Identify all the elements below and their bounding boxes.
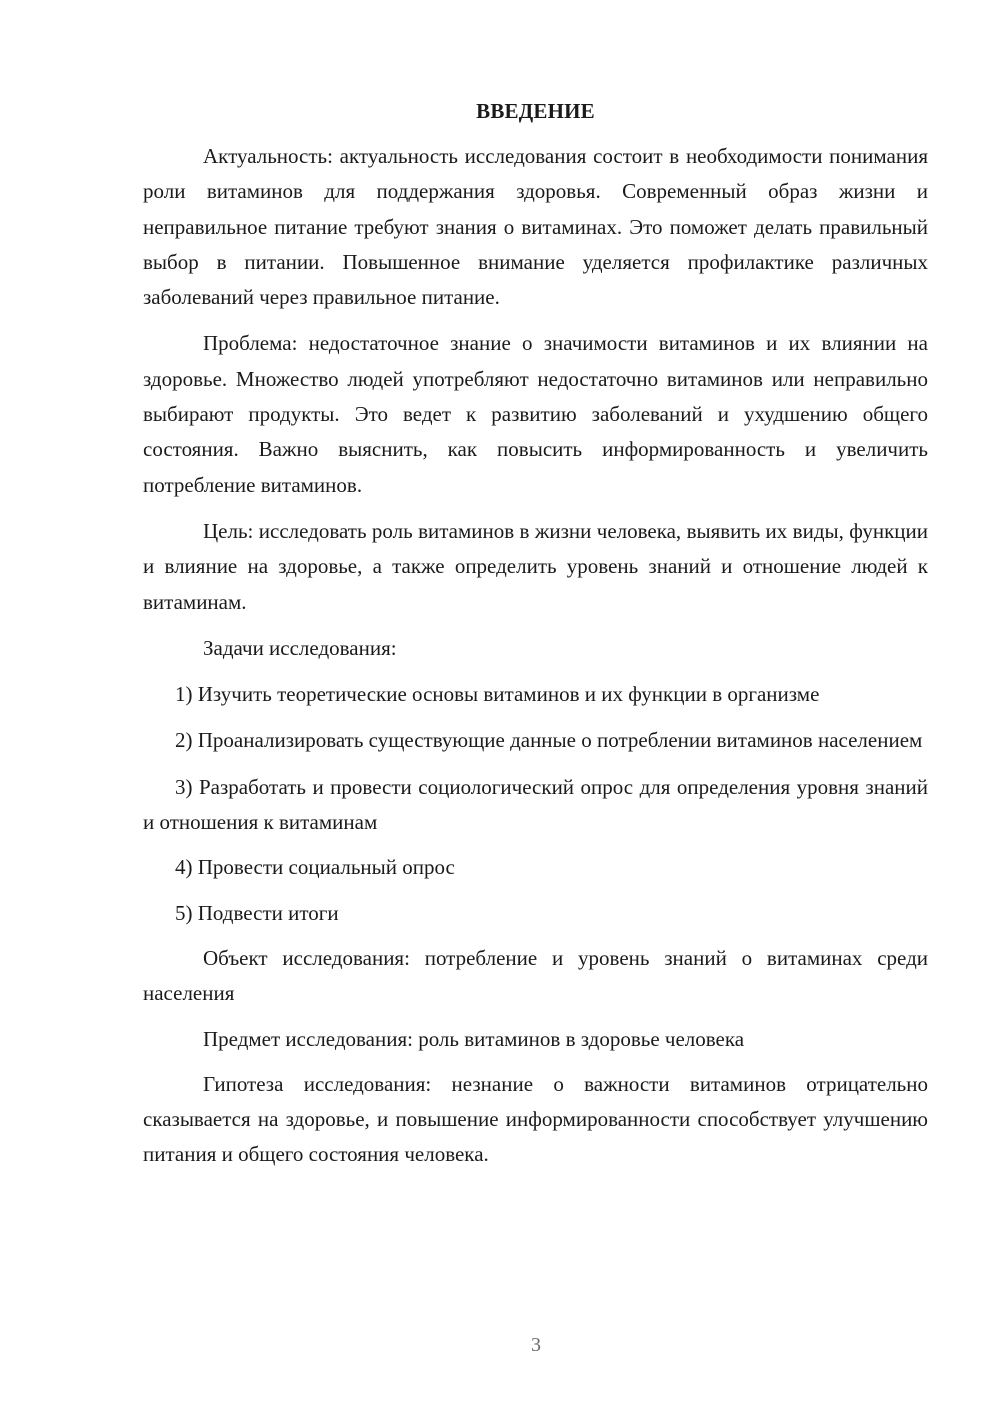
page-number: 3 [531,1334,541,1356]
relevance-paragraph: Актуальность: актуальность исследования состоит в необходимости понимания роли витаминов для поддержания здоровья. Современный образ жизни и неправильное питание требуют знания о витаминах. Это поможет делать правильный выбор в питании. Повышенное внимание уделяется профилактике различных заболеваний через правильное питание. [143,144,928,310]
task-item-1: 1) Изучить теоретические основы витаминов и их функции в организме [175,682,820,707]
problem-paragraph: Проблема: недостаточное знание о значимости витаминов и их влиянии на здоровье. Множество людей употребляют недостаточно витаминов или неправильно выбирают продукты. Это ведет к развитию заболеваний и ухудшению общего состояния. Важно выяснить, как повысить информированность и увеличить потребление витаминов. [143,331,928,497]
task-item-2: 2) Проанализировать существующие данные о потреблении витаминов населением [175,728,923,753]
task-item-4: 4) Провести социальный опрос [175,855,455,880]
hypothesis-paragraph: Гипотеза исследования: незнание о важности витаминов отрицательно сказывается на здоровье, и повышение информированности способствует улучшению питания и общего состояния человека. [143,1071,928,1167]
section-title: ВВЕДЕНИЕ [476,99,595,123]
goal-paragraph: Цель: исследовать роль витаминов в жизни человека, выявить их виды, функции и влияние на здоровье, а также определить уровень знаний и отношение людей к витаминам. [143,518,928,614]
object-paragraph: Объект исследования: потребление и уровень знаний о витаминах среди населения [143,945,928,1006]
tasks-heading: Задачи исследования: [203,635,397,660]
task-item-5: 5) Подвести итоги [175,900,339,925]
task-item-3: 3) Разработать и провести социологический опрос для определения уровня знаний и отношения к витаминам [143,774,928,835]
document-body [143,96,928,1173]
subject-paragraph: Предмет исследования: роль витаминов в здоровье человека [203,1026,745,1051]
